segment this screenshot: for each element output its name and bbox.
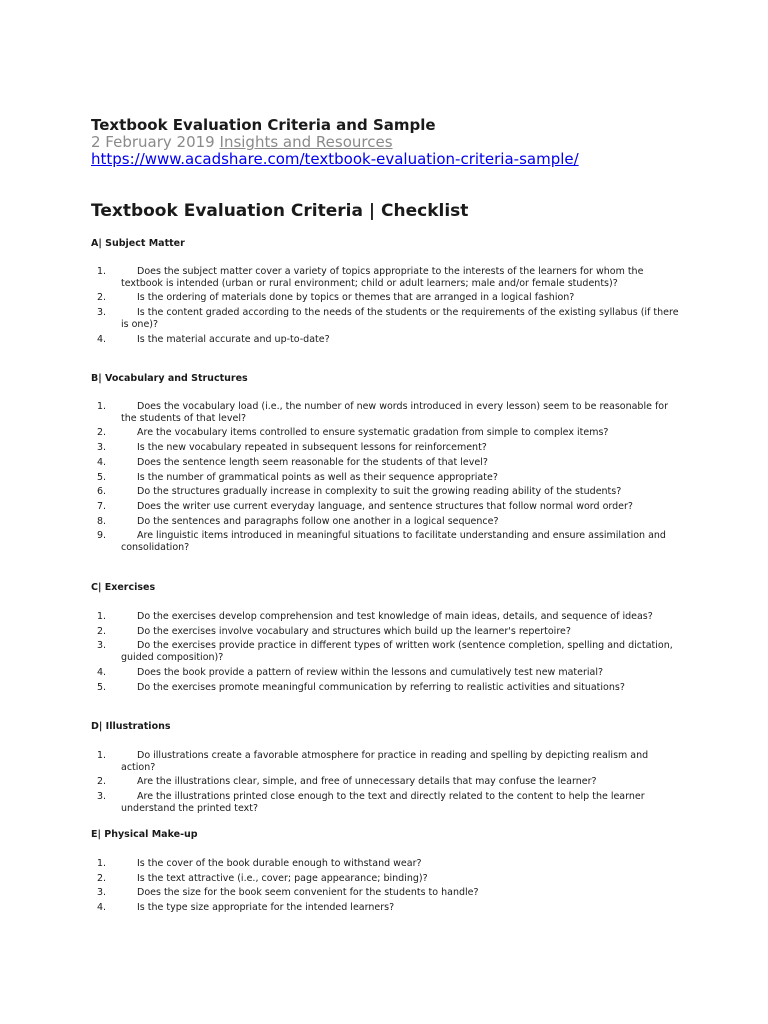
list-item: 1. Does the subject matter cover a variety of topics appropriate to the interests of the learners for whom the textbook is intended (urban or rural environment; child or adult learners; male and/or female students)? xyxy=(97,266,644,289)
list-item: 1. Do illustrations create a favorable atmosphere for practice in reading and spelling by depicting realism and action? xyxy=(97,750,649,773)
list-item: 4. Is the material accurate and up-to-date? xyxy=(97,333,330,345)
section-list-subject-matter xyxy=(91,266,681,345)
list-item: 1. Do the exercises develop comprehension and test knowledge of main ideas, details, and sequence of ideas? xyxy=(97,611,653,622)
list-item: 3. Do the exercises provide practice in different types of written work (sentence completion, spelling and dictation, guided composition)? xyxy=(97,640,673,664)
list-item: 3. Does the size for the book seem convenient for the students to handle? xyxy=(97,887,479,899)
checklist-title: Textbook Evaluation Criteria | Checklist xyxy=(91,201,469,221)
category-link[interactable]: Insights and Resources xyxy=(219,133,393,151)
section-list-physical-makeup xyxy=(91,858,681,914)
list-item: 4. Does the sentence length seem reasonable for the students of that level? xyxy=(97,456,488,468)
list-item: 3. Are the illustrations printed close enough to the text and directly related to the content to help the learner understand the printed text? xyxy=(97,791,645,814)
document-title: Textbook Evaluation Criteria and Sample xyxy=(91,116,436,134)
section-heading-vocabulary: B| Vocabulary and Structures xyxy=(91,373,248,384)
list-item: 3. Is the new vocabulary repeated in subsequent lessons for reinforcement? xyxy=(97,442,487,454)
post-meta xyxy=(91,134,711,151)
section-list-illustrations xyxy=(91,750,681,815)
post-date: 2 February 2019 xyxy=(91,133,215,151)
document-header xyxy=(91,116,711,168)
list-item: 1. Does the vocabulary load (i.e., the number of new words introduced in every lesson) seem to be reasonable for the students of that level? xyxy=(97,401,669,424)
list-item: 5. Do the exercises promote meaningful communication by referring to realistic activities and situations? xyxy=(97,681,625,693)
list-item: 1. Is the cover of the book durable enough to withstand wear? xyxy=(97,858,422,869)
list-item: 2. Is the text attractive (i.e., cover; page appearance; binding)? xyxy=(97,872,428,884)
source-url-link[interactable]: https://www.acadshare.com/textbook-evaluation-criteria-sample/ xyxy=(91,150,579,168)
list-item: 4. Does the book provide a pattern of review within the lessons and cumulatively test new material? xyxy=(97,666,604,678)
list-item: 5. Is the number of grammatical points as well as their sequence appropriate? xyxy=(97,471,498,483)
list-item: 2. Are the illustrations clear, simple, and free of unnecessary details that may confuse the learner? xyxy=(97,776,597,788)
list-item: 2. Are the vocabulary items controlled to ensure systematic gradation from simple to complex items? xyxy=(97,427,609,439)
list-item: 9. Are linguistic items introduced in meaningful situations to facilitate understanding and ensure assimilation and consolidation? xyxy=(97,530,666,554)
list-item: 6. Do the structures gradually increase in complexity to suit the growing reading ability of the students? xyxy=(97,486,622,498)
list-item: 3. Is the content graded according to the needs of the students or the requirements of the existing syllabus (if there is one)? xyxy=(97,307,679,330)
section-heading-physical-makeup: E| Physical Make-up xyxy=(91,829,198,840)
section-list-vocabulary xyxy=(91,401,681,554)
source-url-line xyxy=(91,151,711,168)
section-list-exercises xyxy=(91,611,681,693)
section-heading-exercises: C| Exercises xyxy=(91,582,156,593)
section-heading-illustrations: D| Illustrations xyxy=(91,721,171,732)
section-heading-subject-matter: A| Subject Matter xyxy=(91,238,185,249)
list-item: 2. Is the ordering of materials done by topics or themes that are arranged in a logical fashion? xyxy=(97,292,575,304)
list-item: 2. Do the exercises involve vocabulary and structures which build up the learner's repertoire? xyxy=(97,625,571,637)
list-item: 4. Is the type size appropriate for the intended learners? xyxy=(97,902,395,914)
list-item: 8. Do the sentences and paragraphs follow one another in a logical sequence? xyxy=(97,515,499,527)
list-item: 7. Does the writer use current everyday language, and sentence structures that follow normal word order? xyxy=(97,500,633,512)
